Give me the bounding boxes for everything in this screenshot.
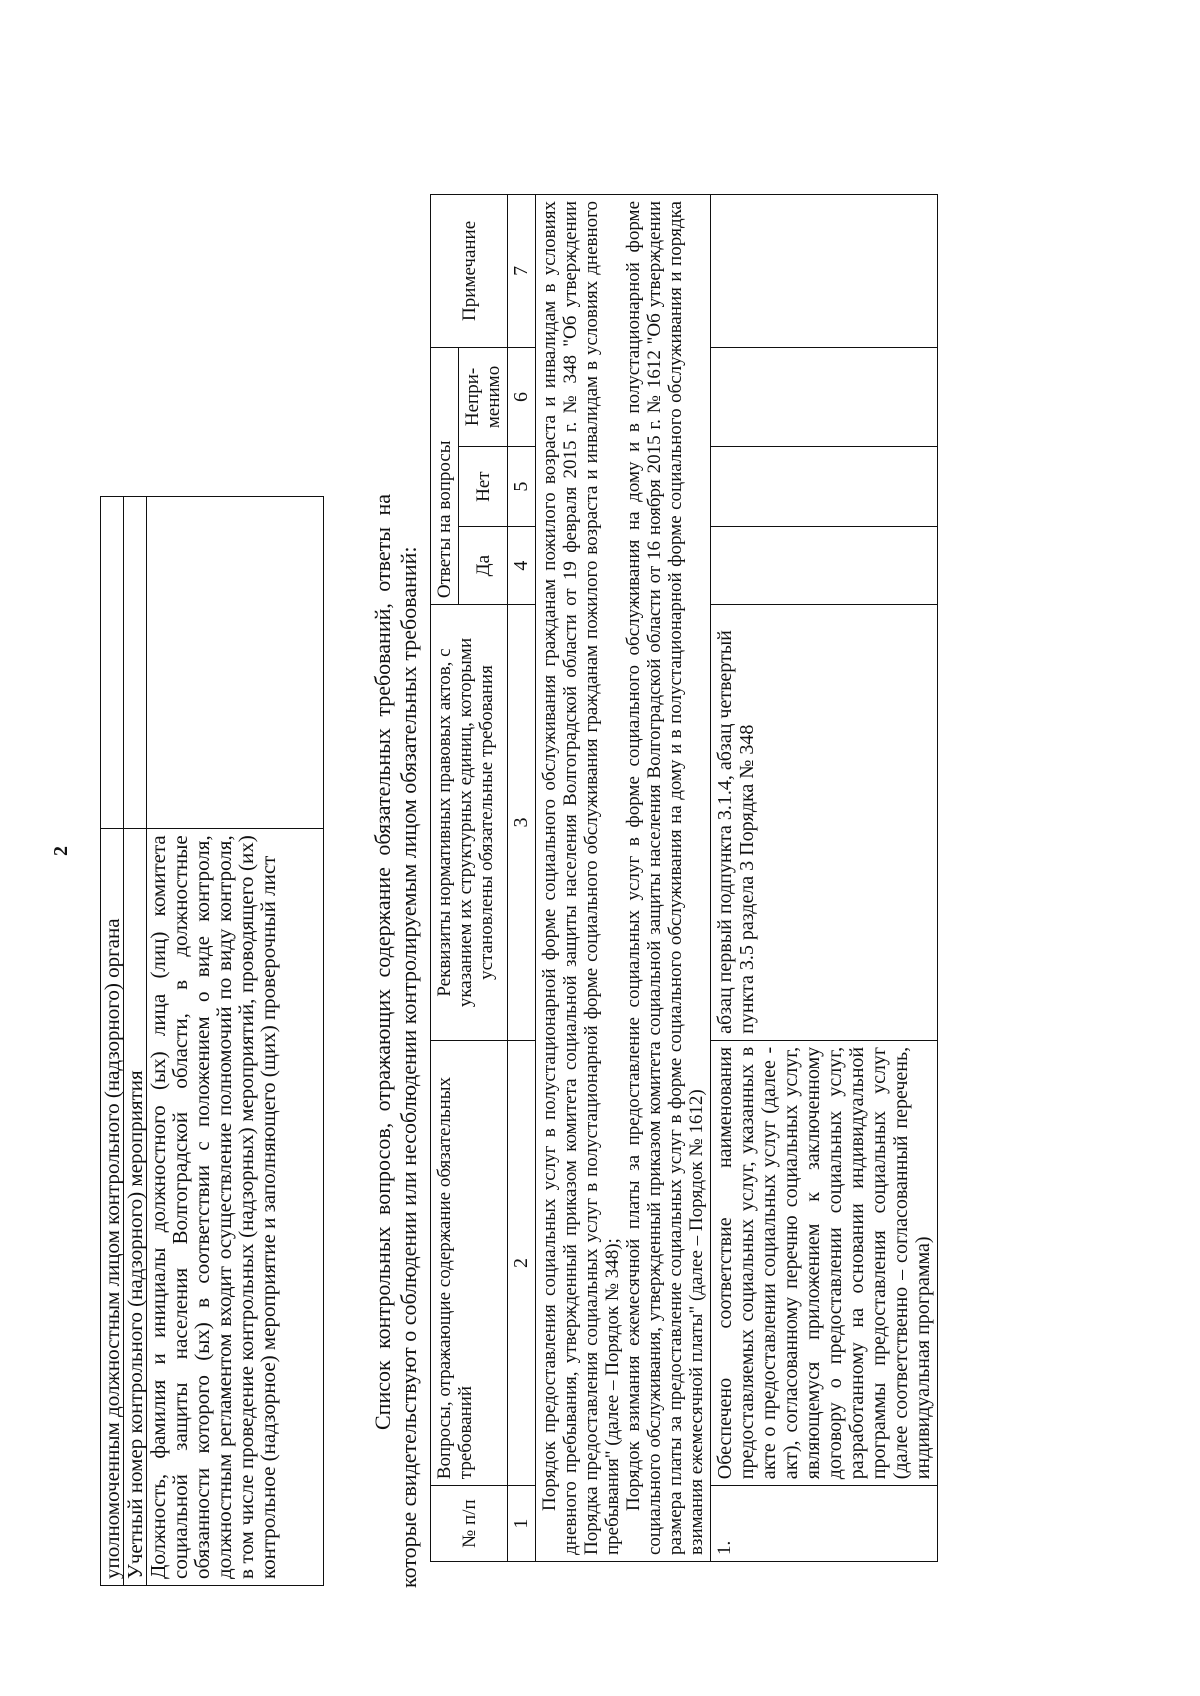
checklist-intro: Список контрольных вопросов, отражающих содержание обязательных требований, ответы на которые свидетельствуют о соблюдении или несоблюдении контролируемым лицом обязательных требований: bbox=[370, 494, 421, 1588]
authority-label: уполномоченным должностным лицом контрольного (надзорного) органа bbox=[101, 829, 124, 1586]
normative-acts-cell bbox=[536, 195, 711, 1562]
normative-act-paragraph: Порядок предоставления социальных услуг в полустационарной форме социального обслуживания гражданам пожилого возраста и инвалидам в условиях дневного пребывания, утвержденный приказом комитета социальной защиты населения Волгоградской области от 19 февраля 2015 г. № 348 "Об утверждении Порядка предоставления социальных услуг в полустационарной форме социального обслуживания гражданам пожилого возраста и инвалидам в условиях дневного пребывания" (далее – Порядок № 348); bbox=[539, 201, 623, 1555]
column-number: 1 bbox=[508, 1486, 536, 1562]
normative-act-paragraph: Порядок взимания ежемесячной платы за предоставление социальных услуг в форме социального обслуживания на дому и в полустационарной форме социального обслуживания, утвержденный приказом комитета социальной защиты населения Волгоградской области от 16 ноября 2015 г. № 1612 "Об утверждении размера платы за предоставление социальных услуг в форме социального обслуживания на дому и в полустационарной форме социального обслуживания и порядка взимания ежемесячной платы" (далее – Порядок № 1612) bbox=[623, 201, 707, 1555]
note-cell[interactable] bbox=[711, 195, 938, 348]
header-answers: Ответы на вопросы bbox=[431, 347, 459, 604]
column-number: 5 bbox=[508, 447, 536, 527]
answer-no-cell[interactable] bbox=[711, 447, 938, 527]
table-row bbox=[101, 497, 124, 1586]
requisites-text: абзац первый подпункта 3.1.4, абзац четвертый пункта 3.5 раздела 3 Порядка № 348 bbox=[711, 605, 938, 1041]
checklist-table bbox=[430, 194, 938, 1562]
header-questions: Вопросы, отражающие содержание обязательных требований bbox=[431, 1040, 508, 1485]
column-number: 2 bbox=[508, 1040, 536, 1485]
table-row bbox=[711, 195, 938, 1562]
table-row bbox=[147, 497, 324, 1586]
authority-value bbox=[101, 497, 124, 829]
page-number: 2 bbox=[50, 846, 72, 856]
registration-number-label: Учетный номер контрольного (надзорного) мероприятия bbox=[124, 829, 147, 1586]
column-number-row bbox=[508, 195, 536, 1562]
inspector-info-table bbox=[100, 496, 324, 1586]
column-number: 4 bbox=[508, 527, 536, 605]
column-number: 7 bbox=[508, 195, 536, 348]
column-number: 3 bbox=[508, 605, 536, 1041]
column-number: 6 bbox=[508, 347, 536, 446]
header-na: Непри-менимо bbox=[459, 347, 508, 446]
inspector-position-label: Должность, фамилия и инициалы должностного (ых) лица (лиц) комитета социальной защиты населения Волгоградской области, в должностные обязанности которого (ых) в соответствии с положением о виде контроля, должностным регламентом входит осуществление полномочий по виду контроля, в том числе проведение контрольных (надзорных) мероприятий, проводящего (их) контрольное (надзорное) мероприятие и заполняющего (щих) проверочный лист bbox=[147, 829, 324, 1586]
answer-na-cell[interactable] bbox=[711, 347, 938, 446]
header-no: Нет bbox=[459, 447, 508, 527]
normative-acts-row bbox=[536, 195, 711, 1562]
row-number: 1. bbox=[711, 1486, 938, 1562]
table-row bbox=[124, 497, 147, 1586]
answer-yes-cell[interactable] bbox=[711, 527, 938, 605]
header-requisites: Реквизиты нормативных правовых актов, с указанием их структурных единиц, которыми установлены обязательные требования bbox=[431, 605, 508, 1041]
question-text: Обеспечено соответствие наименования предоставляемых социальных услуг, указанных в акте о предоставлении социальных услуг (далее - акт), согласованному перечню социальных услуг, являющемуся приложением к заключенному договору о предоставлении социальных услуг, разработанному на основании индивидуальной программы предоставления социальных услуг (далее соответственно – согласованный перечень, индивидуальная программа) bbox=[711, 1040, 938, 1485]
header-yes: Да bbox=[459, 527, 508, 605]
registration-number-value bbox=[124, 497, 147, 829]
header-num: № п/п bbox=[431, 1486, 508, 1562]
header-row bbox=[431, 195, 459, 1562]
inspector-position-value bbox=[147, 497, 324, 829]
header-note: Примечание bbox=[431, 195, 508, 348]
